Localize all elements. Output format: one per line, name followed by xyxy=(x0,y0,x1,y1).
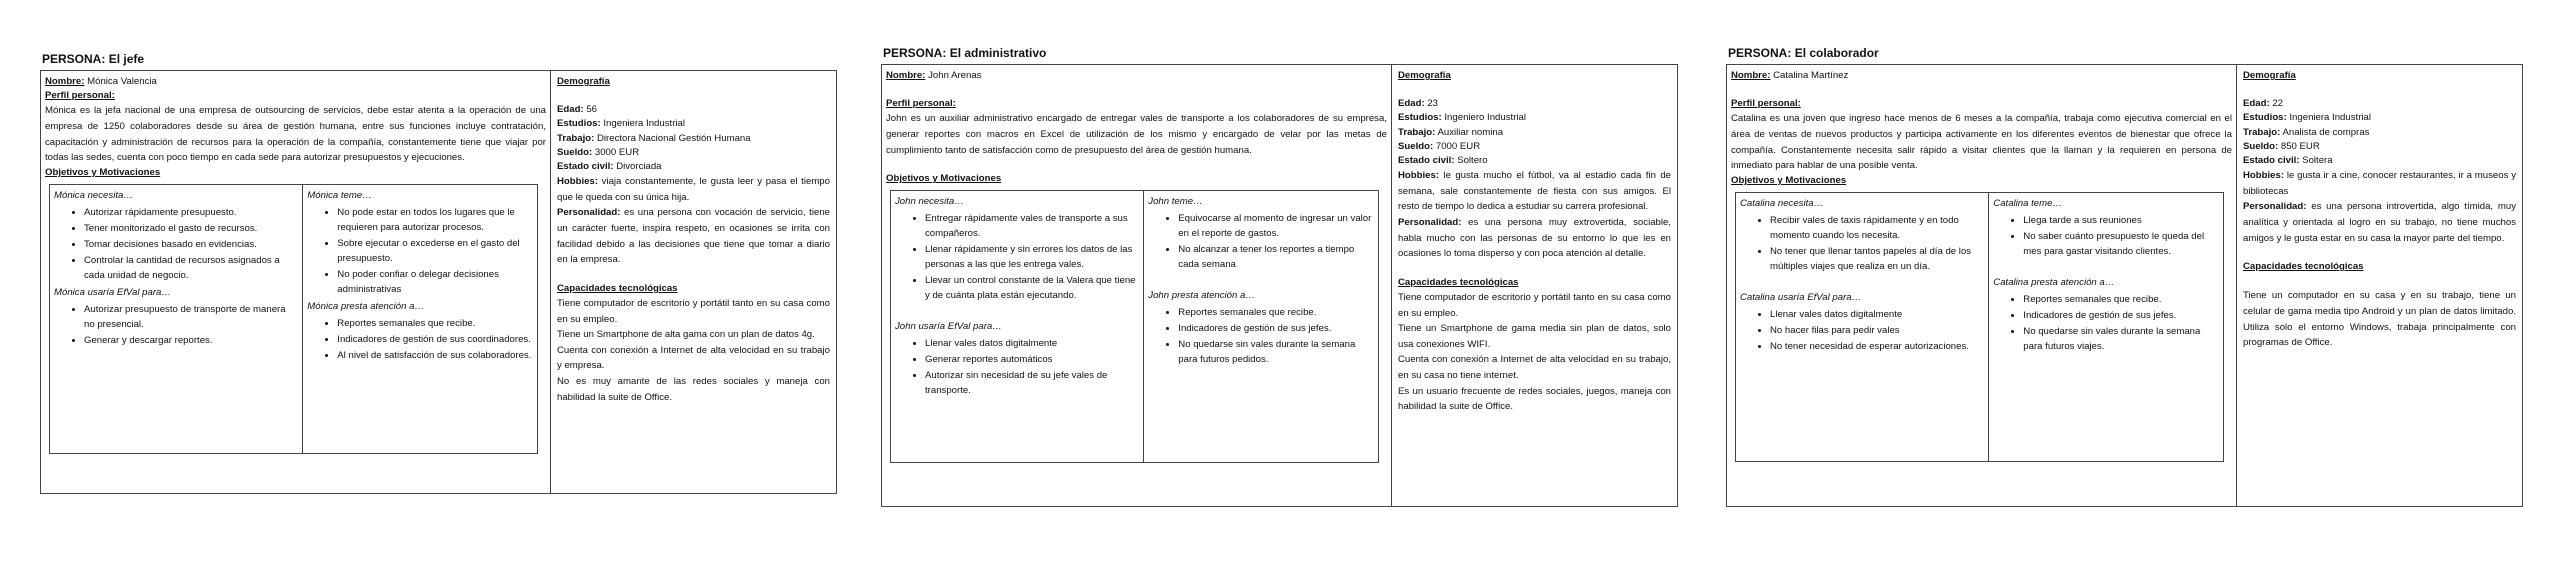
title-lead: PERSONA: xyxy=(42,52,106,66)
job-value: Auxiliar nomina xyxy=(1437,126,1504,138)
salary-label: Sueldo: xyxy=(1398,140,1434,152)
attention-heading: Catalina presta atención a… xyxy=(1993,276,2115,288)
uses-list xyxy=(1740,307,1984,354)
objectives-label: Objetivos y Motivaciones xyxy=(45,166,161,178)
needs-column xyxy=(1736,193,1988,461)
left-column xyxy=(41,71,551,493)
right-column xyxy=(1392,65,1677,506)
uses-item: • Llenar vales datos digitalmente xyxy=(925,336,1139,351)
hobbies-value: le gusta mucho el fútbol, va al estadio cada fin de semana, sale constantemente de fiesta con sus amigos. El resto de tiempo lo dedica a estudiar su carrera profesional. xyxy=(1398,170,1671,213)
needs-item: • Tomar decisiones basado en evidencias. xyxy=(84,237,298,252)
objectives-table xyxy=(890,190,1379,463)
civil-label: Estado civil: xyxy=(2243,155,2300,167)
tech-label: Capacidades tecnológicas xyxy=(1398,276,1519,288)
job-label: Trabajo: xyxy=(1398,126,1436,138)
fears-column xyxy=(302,185,537,453)
personality-row xyxy=(1398,215,1671,262)
salary-row xyxy=(557,146,830,160)
persona-table xyxy=(1726,64,2523,507)
left-column xyxy=(1727,65,2237,506)
persona-table xyxy=(881,64,1678,507)
age-value: 56 xyxy=(586,104,597,116)
civil-row xyxy=(1398,154,1671,168)
name-label: Nombre: xyxy=(1731,70,1771,81)
fears-column xyxy=(1143,191,1378,462)
studies-label: Estudios: xyxy=(2243,112,2287,124)
personality-row xyxy=(557,205,830,267)
tech-item: Tiene un Smartphone de gama media sin plan de datos, solo usa conexiones WIFI. xyxy=(1398,323,1671,350)
salary-row xyxy=(2243,140,2516,154)
fears-list xyxy=(307,205,533,297)
hobbies-value: le gusta ir a cine, conocer restaurantes, ir a museos y bibliotecas xyxy=(2243,170,2516,197)
fears-item: • No alcanzar a tener los reportes a tiempo cada semana xyxy=(1178,242,1374,272)
needs-item: • Tener monitorizado el gasto de recursos. xyxy=(84,221,298,236)
needs-item: • Autorizar rápidamente presupuesto. xyxy=(84,205,298,220)
demographics-label: Demografía xyxy=(557,76,610,87)
needs-item: • Llevar un control constante de la Valera que tiene y de cuánta plata están ejecutando. xyxy=(925,273,1139,303)
needs-column xyxy=(891,191,1143,462)
hobbies-label: Hobbies: xyxy=(557,176,599,188)
civil-value: Soltero xyxy=(1457,155,1488,167)
title-name: El jefe xyxy=(108,52,145,66)
fears-heading: John teme… xyxy=(1148,196,1203,208)
civil-row xyxy=(557,160,830,174)
fears-list xyxy=(1148,211,1374,272)
demographics-label: Demografía xyxy=(2243,70,2296,81)
civil-value: Soltera xyxy=(2302,155,2333,167)
age-label: Edad: xyxy=(2243,98,2270,110)
hobbies-row xyxy=(557,174,830,205)
tech-item: Cuenta con conexión a Internet de alta velocidad en su trabajo, en su casa no tiene internet. xyxy=(1398,354,1671,381)
personality-label: Personalidad: xyxy=(557,207,621,219)
uses-item: • Generar reportes automáticos xyxy=(925,352,1139,367)
name-label: Nombre: xyxy=(45,76,85,87)
attention-heading: Mónica presta atención a… xyxy=(307,300,425,312)
hobbies-label: Hobbies: xyxy=(2243,170,2285,182)
personality-row xyxy=(2243,199,2516,246)
fears-item: • Llega tarde a sus reuniones xyxy=(2023,213,2219,228)
tech-label: Capacidades tecnológicas xyxy=(557,282,678,294)
profile-label: Perfil personal: xyxy=(1731,98,1801,110)
title-lead: PERSONA: xyxy=(1728,46,1792,60)
tech-item: Tiene un computador en su casa y en su trabajo, tiene un celular de gama media tipo Android y un plan de datos limitado. Utiliza solo el entorno Windows, trabaja principalmente con programas de Office. xyxy=(2243,290,2516,349)
needs-column xyxy=(50,185,302,453)
uses-item: • No tener necesidad de esperar autorizaciones. xyxy=(1770,339,1984,354)
personality-label: Personalidad: xyxy=(2243,201,2307,213)
attention-list xyxy=(307,316,533,363)
fears-item: • Equivocarse al momento de ingresar un valor en el reporte de gastos. xyxy=(1178,211,1374,241)
name-row xyxy=(45,75,546,89)
age-label: Edad: xyxy=(1398,98,1425,110)
title-name: El administrativo xyxy=(949,46,1047,60)
uses-heading: Mónica usaría EfVal para… xyxy=(54,286,171,298)
studies-row xyxy=(1398,111,1671,125)
name-value: Catalina Martínez xyxy=(1773,70,1849,81)
tech-item: Es un usuario frecuente de redes sociales, juegos, maneja con habilidad la suite de Office. xyxy=(1398,385,1671,413)
job-row xyxy=(2243,126,2516,140)
studies-row xyxy=(2243,111,2516,125)
uses-list xyxy=(54,302,298,348)
right-column xyxy=(2237,65,2522,506)
attention-item: • Al nivel de satisfacción de sus colaboradores. xyxy=(337,348,533,363)
persona-card-administrativo xyxy=(881,46,1678,507)
studies-value: Ingeniero Industrial xyxy=(1444,112,1526,124)
salary-label: Sueldo: xyxy=(2243,140,2279,152)
attention-item: • Reportes semanales que recibe. xyxy=(337,316,533,331)
attention-heading: John presta atención a… xyxy=(1148,290,1255,302)
studies-label: Estudios: xyxy=(557,118,601,130)
attention-item: • Reportes semanales que recibe. xyxy=(2023,292,2219,307)
needs-heading: Catalina necesita… xyxy=(1740,197,1824,209)
profile-label: Perfil personal: xyxy=(886,98,956,110)
objectives-table xyxy=(1735,192,2224,462)
persona-card-colaborador xyxy=(1726,46,2523,507)
fears-item: • No pode estar en todos los lugares que le requieren para autorizar procesos. xyxy=(337,205,533,235)
hobbies-label: Hobbies: xyxy=(1398,170,1440,182)
fears-item: • Sobre ejecutar o excederse en el gasto del presupuesto. xyxy=(337,236,533,266)
salary-row xyxy=(1398,140,1671,154)
civil-label: Estado civil: xyxy=(557,161,614,173)
age-row xyxy=(2243,97,2516,111)
tech-item: Tiene computador de escritorio y portátil tanto en su casa como en su empleo. xyxy=(1398,291,1671,319)
demographics-label: Demografía xyxy=(1398,70,1451,81)
persona-title xyxy=(883,46,1678,60)
attention-item: • Indicadores de gestión de sus jefes. xyxy=(1178,321,1374,336)
fears-heading: Mónica teme… xyxy=(307,189,372,201)
job-label: Trabajo: xyxy=(557,132,595,144)
personality-value: es una persona muy extrovertida, sociable, habla mucho con las personas de su entorno lo que les en ocasiones lo toma disperso y con poca atención al detalle. xyxy=(1398,217,1671,260)
uses-heading: Catalina usaría EfVal para… xyxy=(1740,291,1862,303)
tech-item: Cuenta con conexión a Internet de alta velocidad en su trabajo y empresa. xyxy=(557,344,830,372)
title-name: El colaborador xyxy=(1794,46,1879,60)
objectives-table xyxy=(49,184,538,454)
salary-value: 850 EUR xyxy=(2280,140,2320,152)
uses-item: • Llenar vales datos digitalmente xyxy=(1770,307,1984,322)
salary-label: Sueldo: xyxy=(557,146,593,158)
attention-item: • No quedarse sin vales durante la semana para futuros viajes. xyxy=(2023,324,2219,354)
civil-value: Divorciada xyxy=(616,161,662,173)
profile-label: Perfil personal: xyxy=(45,90,115,102)
fears-heading: Catalina teme… xyxy=(1993,197,2063,209)
personality-value: es una persona con vocación de servicio, tiene un carácter fuerte, inspira respeto, en ocasiones se irrita con facilidad debido a las decisiones que tiene que tomar a diario en la empresa. xyxy=(557,207,830,266)
fears-item: • No saber cuánto presupuesto le queda del mes para gastar visitando clientes. xyxy=(2023,229,2219,259)
needs-heading: Mónica necesita… xyxy=(54,189,133,201)
attention-item: • Indicadores de gestión de sus coordinadores. xyxy=(337,332,533,347)
fears-column xyxy=(1988,193,2223,461)
studies-value: Ingeniera Industrial xyxy=(2289,112,2371,124)
persona-title xyxy=(42,52,837,66)
name-row xyxy=(1731,69,2232,83)
civil-row xyxy=(2243,154,2516,168)
uses-item: • Autorizar sin necesidad de su jefe vales de transporte. xyxy=(925,368,1139,398)
fears-list xyxy=(1993,213,2219,259)
uses-item: • Autorizar presupuesto de transporte de manera no presencial. xyxy=(84,302,298,332)
hobbies-row xyxy=(2243,168,2516,199)
profile-text: Catalina es una joven que ingreso hace menos de 6 meses a la compañía, trabaja como ejecutiva comercial en el área de ventas de nuevos productos y participa activamente en los diferentes eventos de bienestar que ofrece la compañía. Constantemente necesita salir rápido a visitar clientes que la llaman y la requieren en persona de inmediato para hablar de una posible venta. xyxy=(1731,113,2232,172)
attention-list xyxy=(1148,305,1374,367)
persona-card-jefe xyxy=(40,52,837,494)
hobbies-value: viaja constantemente, le gusta leer y pasa el tiempo que le queda con su única hija. xyxy=(557,176,830,203)
hobbies-row xyxy=(1398,168,1671,215)
personality-value: es una persona introvertida, algo tímida, muy analítica y orientada al logro en su trabajo, no tiene muchos amigos y le gusta estar en su casa la mayor parte del tiempo. xyxy=(2243,201,2516,244)
needs-item: • No tener que llenar tantos papeles al día de los múltiples viajes que realiza en un día. xyxy=(1770,244,1984,274)
tech-item: No es muy amante de las redes sociales y maneja con habilidad la suite de Office. xyxy=(557,375,830,403)
needs-item: • Controlar la cantidad de recursos asignados a cada unidad de negocio. xyxy=(84,253,298,283)
uses-list xyxy=(895,336,1139,398)
persona-table xyxy=(40,70,837,494)
age-value: 23 xyxy=(1427,98,1438,110)
uses-heading: John usaría EfVal para… xyxy=(895,321,1002,333)
civil-label: Estado civil: xyxy=(1398,155,1455,167)
tech-item: Tiene computador de escritorio y portátil tanto en su casa como en su empleo. xyxy=(557,297,830,325)
right-column xyxy=(551,71,836,493)
age-row xyxy=(557,103,830,117)
needs-list xyxy=(1740,213,1984,274)
profile-text: John es un auxiliar administrativo encargado de entregar vales de transporte a los colaboradores de su empresa, generar reportes con macros en Excel de utilización de los mismo y encargado de velar por las metas de cumplimiento tanto de satisfacción como de presupuesto del área de gestión humana. xyxy=(886,113,1387,156)
needs-item: • Entregar rápidamente vales de transporte a sus compañeros. xyxy=(925,211,1139,241)
objectives-label: Objetivos y Motivaciones xyxy=(886,173,1002,185)
profile-text: Mónica es la jefa nacional de una empresa de outsourcing de servicios, debe estar atenta a la operación de una empresa de 1250 colaboradores desde su área de gestión humana, entre sus funciones incluye contratación, capacitación y administración de recursos para la operación de la compañía, constantemente tiene que viajar por todas las sedes, cuenta con poco tiempo en cada sede para autorizar presupuestos y ejecuciones. xyxy=(45,105,546,164)
left-column xyxy=(882,65,1392,506)
age-row xyxy=(1398,97,1671,111)
salary-value: 7000 EUR xyxy=(1435,140,1481,152)
tech-label: Capacidades tecnológicas xyxy=(2243,261,2364,273)
age-value: 22 xyxy=(2272,98,2283,110)
job-value: Analista de compras xyxy=(2282,126,2370,138)
salary-value: 3000 EUR xyxy=(594,146,640,158)
name-value: John Arenas xyxy=(928,70,982,81)
attention-item: • Reportes semanales que recibe. xyxy=(1178,305,1374,320)
attention-item: • No quedarse sin vales durante la semana para futuros pedidos. xyxy=(1178,337,1374,367)
needs-list xyxy=(895,211,1139,303)
age-label: Edad: xyxy=(557,104,584,116)
fears-item: • No poder confiar o delegar decisiones administrativas xyxy=(337,267,533,297)
attention-list xyxy=(1993,292,2219,354)
uses-item: • Generar y descargar reportes. xyxy=(84,333,298,348)
job-value: Directora Nacional Gestión Humana xyxy=(597,132,751,144)
studies-value: Ingeniera Industrial xyxy=(603,118,685,130)
tech-item: Tiene un Smartphone de alta gama con un plan de datos 4g. xyxy=(557,329,815,341)
personality-label: Personalidad: xyxy=(1398,217,1462,228)
persona-title xyxy=(1728,46,2523,60)
uses-item: • No hacer filas para pedir vales xyxy=(1770,323,1984,338)
needs-list xyxy=(54,205,298,283)
studies-label: Estudios: xyxy=(1398,112,1442,124)
attention-item: • Indicadores de gestión de sus jefes. xyxy=(2023,308,2219,323)
job-row xyxy=(1398,126,1671,140)
studies-row xyxy=(557,117,830,131)
job-label: Trabajo: xyxy=(2243,126,2281,138)
name-row xyxy=(886,69,1387,83)
job-row xyxy=(557,132,830,146)
name-label: Nombre: xyxy=(886,70,926,81)
objectives-label: Objetivos y Motivaciones xyxy=(1731,174,1847,186)
needs-heading: John necesita… xyxy=(895,196,964,208)
needs-item: • Llenar rápidamente y sin errores los datos de las personas a las que les entrega vales. xyxy=(925,242,1139,272)
title-lead: PERSONA: xyxy=(883,46,947,60)
needs-item: • Recibir vales de taxis rápidamente y en todo momento cuando los necesita. xyxy=(1770,213,1984,243)
name-value: Mónica Valencia xyxy=(87,76,157,87)
